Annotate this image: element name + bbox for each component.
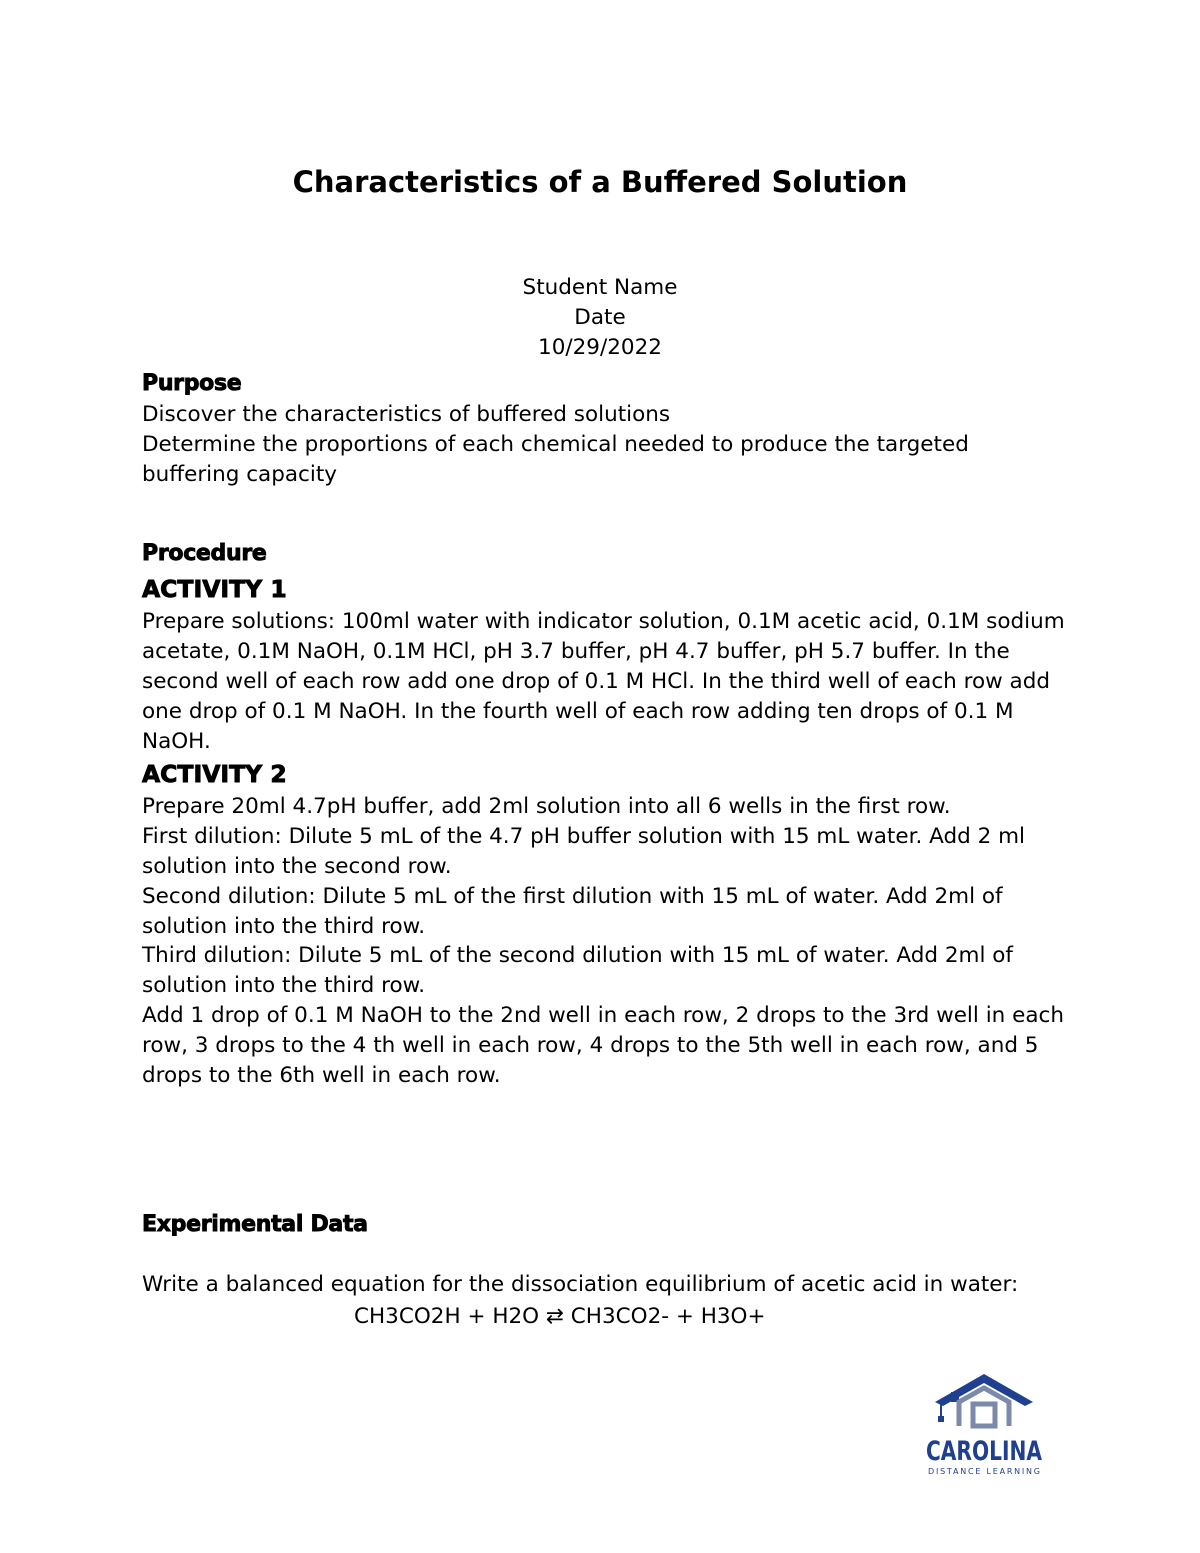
activity-2-line-1: Prepare 20ml 4.7pH buffer, add 2ml solution into all 6 wells in the first row.: [142, 794, 951, 820]
date-value: 10/29/2022: [538, 335, 662, 360]
equation-question: Write a balanced equation for the dissociation equilibrium of acetic acid in water:: [142, 1272, 1019, 1298]
house-icon: [935, 1374, 1033, 1426]
logo-name: CAROLINA: [926, 1436, 1043, 1467]
student-name: Student Name: [522, 275, 678, 300]
activity-1-text: Prepare solutions: 100ml water with indicator solution, 0.1M acetic acid, 0.1M sodium acetate, 0.1M NaOH, 0.1M HCl, pH 3.7 buffer, pH 4.7 buffer, pH 5.7 buffer. In the second well of each row add one drop of 0.1 M HCl. In the third well of each row add one drop of 0.1 M NaOH. In the fourth well of each row adding ten drops of 0.1 M NaOH.: [142, 609, 1065, 754]
carolina-logo: [921, 1370, 1047, 1480]
activity-2-line-5: Add 1 drop of 0.1 M NaOH to the 2nd well in each row, 2 drops to the 3rd well in each row, 3 drops to the 4 th well in each row, 4 drops to the 5th well in each row, and 5 drops to the 6th well in each row.: [142, 1002, 1064, 1088]
chemical-equation: CH3CO2H + H2O ⇄ CH3CO2- + H3O+: [354, 1304, 766, 1330]
experimental-data-heading: Experimental Data: [142, 1212, 368, 1238]
activity-2-heading: ACTIVITY 2: [142, 760, 287, 789]
activity-2-line-2: First dilution: Dilute 5 mL of the 4.7 pH buffer solution with 15 mL water. Add 2 ml solution into the second row.: [142, 824, 1026, 879]
document-body: [142, 368, 1072, 1334]
procedure-heading: Procedure: [142, 541, 267, 567]
spacer: [142, 1090, 1072, 1209]
purpose-line-1: Discover the characteristics of buffered solutions: [142, 402, 671, 427]
date-label: Date: [574, 305, 626, 330]
purpose-heading: Purpose: [142, 371, 242, 396]
purpose-line-2: Determine the proportions of each chemical needed to produce the targeted buffering capacity: [142, 431, 969, 487]
spacer: [142, 1241, 1072, 1270]
spacer: [142, 489, 1072, 537]
document-meta: [0, 273, 1200, 363]
activity-2-line-4: Third dilution: Dilute 5 mL of the second dilution with 15 mL of water. Add 2ml of solution into the third row.: [142, 943, 1013, 999]
activity-2-line-3: Second dilution: Dilute 5 mL of the first dilution with 15 mL of water. Add 2ml of solution into the third row.: [142, 883, 1003, 939]
logo-subtitle: DISTANCE LEARNING: [928, 1467, 1040, 1476]
activity-1-heading: ACTIVITY 1: [142, 575, 287, 604]
page-title: Characteristics of a Buffered Solution: [292, 165, 908, 199]
